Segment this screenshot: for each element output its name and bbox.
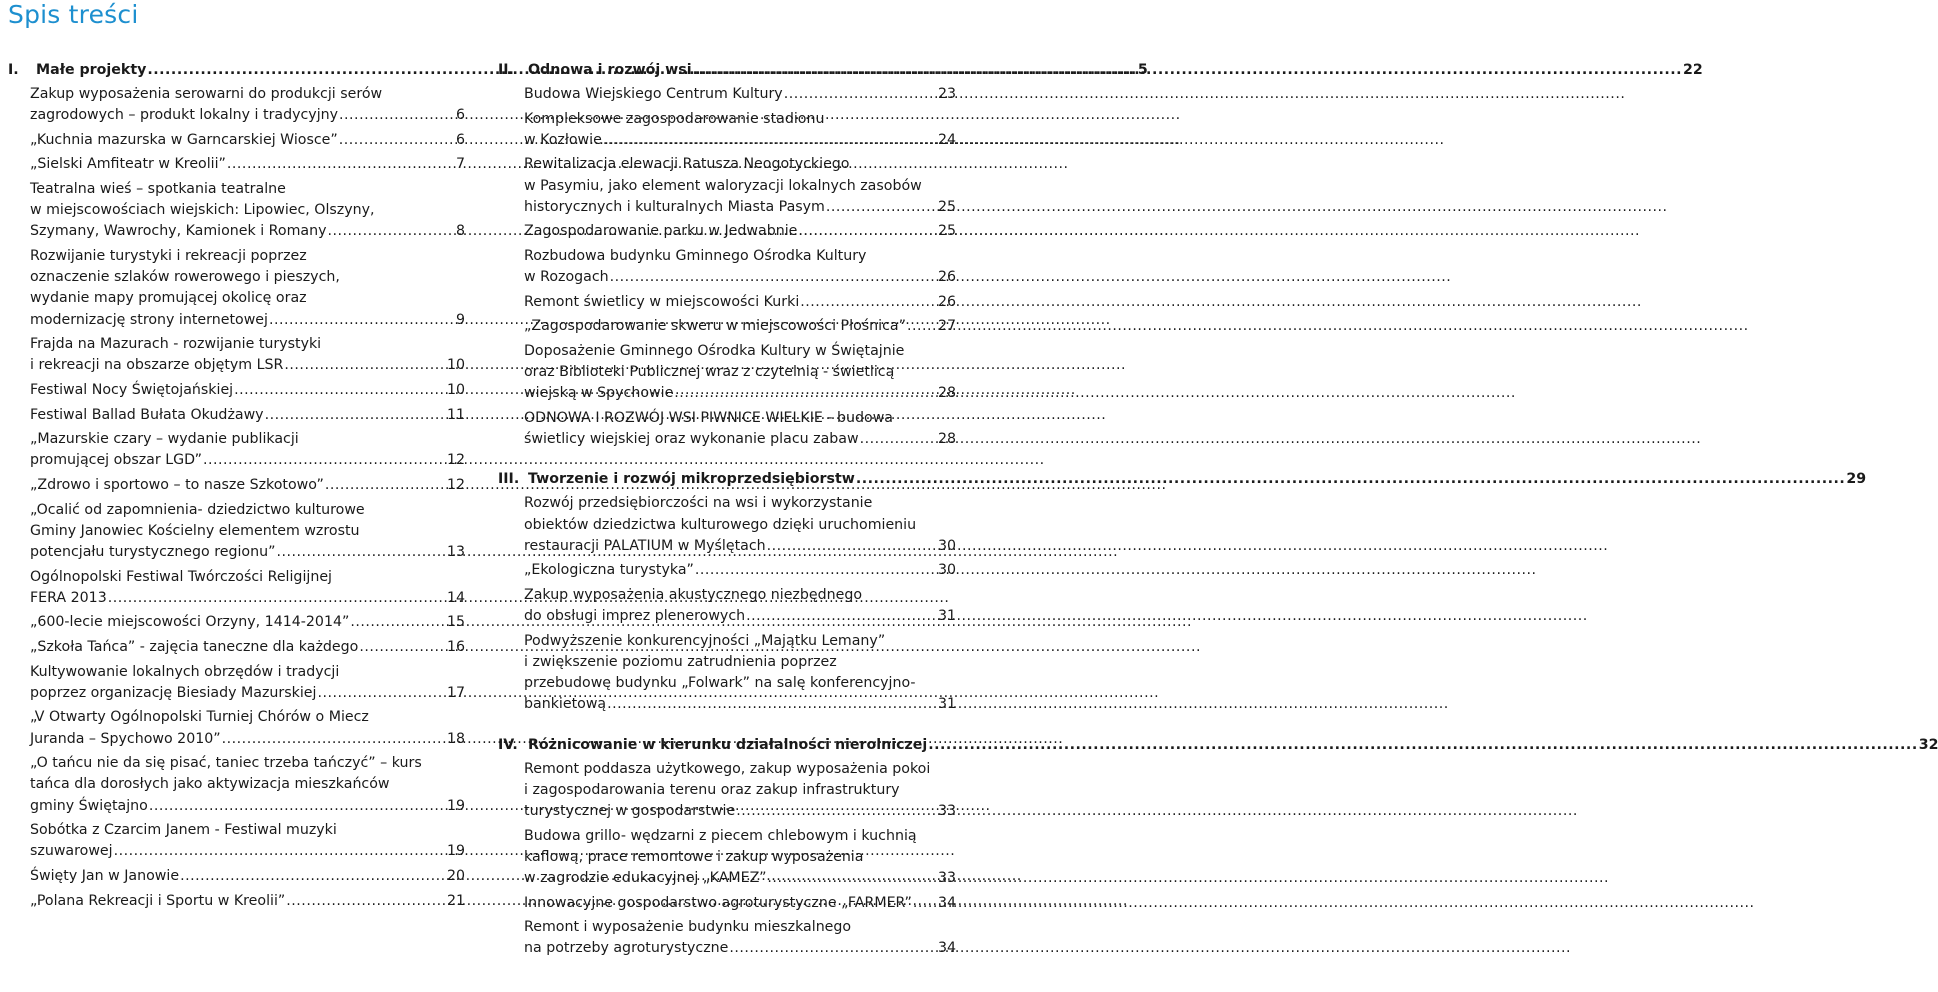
toc-entry[interactable] [0, 179, 465, 243]
dot-leader [276, 542, 445, 563]
entry-title-line: ODNOWA I ROZWÓJ WSI PIWNICE WIELKIE - budowa [524, 409, 893, 426]
entry-title-line: gminy Świętajno [30, 797, 148, 814]
page-number: 12 [446, 476, 465, 493]
entry-title-line: promującej obszar LGD” [30, 452, 202, 469]
page-number: 17 [446, 684, 465, 701]
entry-title-line: Festiwal Nocy Świętojańskiej [30, 381, 234, 398]
entry-last-line [30, 380, 465, 401]
entry-title-line: Zakup wyposażenia akustycznego niezbędnego [524, 586, 863, 603]
dot-leader [180, 866, 446, 887]
entry-title-line: „V Otwarty Ogólnopolski Turniej Chórów o Miecz [30, 709, 369, 726]
entry-title-line: bankietową [524, 696, 607, 713]
entry-title-line: wiejską w Spychowie [524, 385, 674, 402]
page-number: 25 [937, 223, 956, 240]
page-number: 13 [446, 543, 465, 560]
dot-leader [693, 60, 1682, 81]
page-number: 20 [446, 867, 465, 884]
toc-entry[interactable] [0, 475, 465, 496]
entry-last-line [30, 841, 465, 862]
entry-last-line [30, 588, 465, 609]
entry-title-line: w Kozłowie [524, 131, 602, 148]
dot-leader [359, 637, 446, 658]
toc-section [498, 469, 1867, 715]
entry-last-line [524, 316, 956, 337]
page-number: 33 [937, 869, 956, 886]
section-title-line [528, 735, 1938, 756]
toc-entry[interactable] [498, 109, 956, 151]
entry-title-line: „Ocalić od zapomnienia- dziedzictwo kulturowe [30, 501, 365, 518]
page-number: 28 [937, 431, 956, 448]
page-number: 14 [446, 589, 465, 606]
entry-last-line [30, 637, 465, 658]
toc-entry[interactable] [498, 408, 956, 450]
entry-last-line [524, 221, 956, 242]
toc-entry[interactable] [498, 246, 956, 288]
toc-section [498, 735, 1938, 960]
dot-leader [767, 536, 937, 557]
toc-entry[interactable] [0, 429, 465, 471]
toc-entry[interactable] [0, 820, 465, 862]
page-number: 25 [937, 198, 956, 215]
entry-title-line: Sobótka z Czarcim Janem - Festiwal muzyki [30, 822, 337, 839]
page-number: 33 [937, 802, 956, 819]
entry-title-line: Budowa grillo- wędzarni z piecem chlebowym i kuchnią [524, 827, 917, 844]
toc-entry[interactable] [498, 341, 956, 405]
page-number: 6 [455, 107, 465, 124]
toc-entry[interactable] [0, 707, 465, 749]
page-number: 24 [937, 131, 956, 148]
entry-last-line [524, 383, 956, 404]
dot-leader [149, 796, 446, 817]
entry-title-line: „600-lecie miejscowości Orzyny, 1414-2014” [30, 614, 350, 631]
entry-title-line: i zwiększenie poziomu zatrudnienia poprzez [524, 653, 837, 670]
toc-entry[interactable] [0, 334, 465, 376]
dot-leader [222, 729, 446, 750]
toc-entry[interactable] [498, 221, 956, 242]
entry-title-line: „Kuchnia mazurska w Garncarskiej Wiosce” [30, 131, 338, 148]
entry-last-line [30, 310, 465, 331]
entry-last-line [30, 221, 465, 242]
page-number: 18 [446, 730, 465, 747]
entry-title-line: Remont i wyposażenie budynku mieszkalnego [524, 919, 852, 936]
page-number: 11 [446, 406, 465, 423]
section-title-line [528, 60, 1703, 81]
section-title: Tworzenie i rozwój mikroprzedsiębiorstw [528, 471, 855, 488]
entry-title-line: Szymany, Wawrochy, Kamionek i Romany [30, 223, 327, 240]
entry-title-line: Ogólnopolski Festiwal Twórczości Religijnej [30, 568, 332, 585]
toc-entry[interactable] [0, 130, 465, 151]
entry-title-line: Podwyższenie konkurencyjności „Majątku Lemany” [524, 632, 886, 649]
entry-last-line [30, 450, 465, 471]
entry-title-line: obiektów dziedzictwa kulturowego dzięki uruchomieniu [524, 516, 917, 533]
entry-title-line: Remont świetlicy w miejscowości Kurki [524, 293, 800, 310]
entry-last-line [524, 130, 956, 151]
dot-leader [695, 560, 937, 581]
entry-title-line: Rozwijanie turystyki i rekreacji poprzez [30, 247, 307, 264]
page-number: 16 [446, 638, 465, 655]
toc-section-heading[interactable] [498, 469, 1867, 490]
entry-last-line [524, 694, 956, 715]
entry-title-line: do obsługi imprez plenerowych [524, 608, 746, 625]
dot-leader [800, 292, 937, 313]
toc-entry[interactable] [0, 637, 465, 658]
entry-title-line: „Zdrowo i sportowo – to nasze Szkotowo” [30, 476, 324, 493]
dot-leader [108, 588, 446, 609]
section-title: Różnicowanie w kierunku działalności nierolniczej [528, 736, 928, 753]
entry-title-line: Innowacyjne gospodarstwo agroturystyczne „FARMER” [524, 894, 912, 911]
dot-leader [234, 380, 446, 401]
entry-title-line: „Szkoła Tańca” - zajęcia taneczne dla każdego [30, 638, 359, 655]
toc-section-heading[interactable] [498, 60, 1703, 81]
toc-entry[interactable] [0, 246, 465, 331]
entry-title-line: restauracji PALATIUM w Myślętach [524, 537, 766, 554]
entry-last-line [30, 405, 465, 426]
dot-leader [856, 469, 1845, 490]
page-number: 19 [446, 797, 465, 814]
dot-leader [203, 450, 446, 471]
entry-last-line [524, 560, 956, 581]
entry-last-line [524, 868, 956, 889]
toc-entry[interactable] [0, 567, 465, 609]
dot-leader [860, 429, 937, 450]
page-number: 15 [446, 614, 465, 631]
page-number: 34 [937, 940, 956, 957]
section-number: III. [498, 471, 520, 488]
entry-title-line: potencjału turystycznego regionu” [30, 543, 276, 560]
dot-leader [607, 694, 937, 715]
toc-entry[interactable] [0, 612, 465, 633]
page-number: 21 [446, 892, 465, 909]
entry-title-line: „Zagospodarowanie skweru w miejscowości Płośnica” [524, 318, 906, 335]
dot-leader [603, 130, 937, 151]
dot-leader [746, 606, 937, 627]
toc-entry[interactable] [498, 759, 956, 823]
toc-entry[interactable] [498, 493, 956, 557]
entry-last-line [30, 105, 465, 126]
entry-title-line: Zakup wyposażenia serowarni do produkcji serów [30, 86, 383, 102]
dot-leader [798, 221, 937, 242]
page-number: 34 [937, 894, 956, 911]
entry-title-line: Rozbudowa budynku Gminnego Ośrodka Kultury [524, 247, 867, 264]
entry-last-line [524, 801, 956, 822]
entry-last-line [30, 891, 465, 912]
entry-last-line [524, 938, 956, 959]
entry-title-line: w Rozogach [524, 269, 609, 286]
entry-title-line: Święty Jan w Janowie [30, 867, 180, 884]
page-number: 31 [937, 696, 956, 713]
entry-title-line: Juranda – Spychowo 2010” [30, 730, 221, 747]
page-number: 8 [455, 223, 465, 240]
entry-last-line [524, 606, 956, 627]
page-number: 10 [446, 357, 465, 374]
entry-last-line [524, 197, 956, 218]
page-number: 28 [937, 385, 956, 402]
entry-title-line: modernizację strony internetowej [30, 311, 268, 328]
entry-last-line [30, 130, 465, 151]
page-number: 12 [446, 452, 465, 469]
entry-title-line: Kompleksowe zagospodarowanie stadionu [524, 110, 825, 127]
entry-title-line: i zagospodarowania terenu oraz zakup infrastruktury [524, 781, 900, 798]
toc-entry[interactable] [0, 500, 465, 564]
section-number: II. [498, 62, 514, 78]
entry-last-line [524, 267, 956, 288]
entry-last-line [30, 866, 465, 887]
entry-last-line [524, 893, 956, 914]
entry-title-line: Budowa Wiejskiego Centrum Kultury [524, 86, 783, 102]
entry-last-line [524, 84, 956, 105]
entry-title-line: „Polana Rekreacji i Sportu w Kreolii” [30, 892, 286, 909]
entry-last-line [524, 536, 956, 557]
page-number: 30 [937, 537, 956, 554]
page-number: 5 [1137, 62, 1148, 78]
entry-title-line: w zagrodzie edukacyjnej „KAMEZ” [524, 869, 767, 886]
entry-last-line [30, 154, 465, 175]
dot-leader [913, 893, 937, 914]
entry-title-line: Teatralna wieś – spotkania teatralne [30, 180, 286, 197]
dot-leader [328, 221, 455, 242]
dot-leader [729, 938, 937, 959]
page-number: 29 [1846, 471, 1867, 488]
section-title: Małe projekty [36, 62, 147, 78]
toc-section-heading[interactable] [498, 735, 1938, 756]
entry-title-line: oznaczenie szlaków rowerowego i pieszych, [30, 269, 340, 286]
entry-last-line [30, 542, 465, 563]
dot-leader [286, 891, 446, 912]
dot-leader [265, 405, 446, 426]
entry-last-line [30, 475, 465, 496]
entry-title-line: w miejscowościach wiejskich: Lipowiec, Olszyny, [30, 202, 375, 219]
page-number: 9 [455, 311, 465, 328]
entry-last-line [30, 683, 465, 704]
entry-last-line [524, 292, 956, 313]
dot-leader [610, 267, 937, 288]
toc-entry[interactable] [498, 560, 956, 581]
page-number: 22 [1683, 62, 1703, 78]
entry-title-line: świetlicy wiejskiej oraz wykonanie placu zabaw [524, 431, 859, 448]
toc-entry[interactable] [498, 316, 956, 337]
entry-title-line: tańca dla dorosłych jako aktywizacja mieszkańców [30, 776, 390, 793]
entry-title-line: oraz Biblioteki Publicznej wraz z czytelnią - świetlicą [524, 364, 895, 381]
dot-leader [317, 683, 445, 704]
entry-title-line: Remont poddasza użytkowego, zakup wyposażenia pokoi [524, 760, 931, 777]
toc-entry[interactable] [498, 292, 956, 313]
toc-entry[interactable] [498, 84, 956, 105]
entry-last-line [30, 796, 465, 817]
entry-title-line: Doposażenie Gminnego Ośrodka Kultury w Świętajnie [524, 342, 905, 359]
entry-last-line [30, 355, 465, 376]
entry-title-line: turystycznej w gospodarstwie [524, 802, 736, 819]
page-number: 31 [937, 608, 956, 625]
entry-title-line: FERA 2013 [30, 589, 107, 606]
entry-title-line: wydanie mapy promującej okolicę oraz [30, 290, 307, 307]
dot-leader [227, 154, 455, 175]
entry-title-line: i rekreacji na obszarze objętym LSR [30, 357, 284, 374]
toc-entry[interactable] [0, 662, 465, 704]
entry-title-line: na potrzeby agroturystyczne [524, 940, 729, 957]
toc-entry[interactable] [0, 380, 465, 401]
page-number: 10 [446, 381, 465, 398]
section-number: IV. [498, 736, 518, 753]
page-number: 7 [455, 156, 465, 173]
toc-entry[interactable] [498, 154, 956, 218]
entry-last-line [30, 612, 465, 633]
entry-title-line: szuwarowej [30, 843, 113, 860]
dot-leader [736, 801, 937, 822]
dot-leader [269, 310, 455, 331]
dot-leader [114, 841, 446, 862]
page-title: Spis treści [8, 0, 139, 29]
entry-title-line: Zagospodarowanie parku w Jedwabnie [524, 223, 798, 240]
page-number: 32 [1918, 736, 1938, 753]
page-number: 26 [937, 269, 956, 286]
toc-entry[interactable] [498, 585, 956, 627]
dot-leader [826, 197, 937, 218]
page-number: 27 [937, 318, 956, 335]
toc-entry[interactable] [0, 154, 465, 175]
entry-title-line: zagrodowych – produkt lokalny i tradycyjny [30, 107, 339, 124]
section-title-line [528, 469, 1866, 490]
dot-leader [350, 612, 446, 633]
entry-title-line: Festiwal Ballad Bułata Okudżawy [30, 406, 264, 423]
entry-title-line: „O tańcu nie da się pisać, taniec trzeba tańczyć” – kurs [30, 755, 422, 772]
entry-last-line [30, 729, 465, 750]
entry-title-line: „Mazurskie czary – wydanie publikacji [30, 431, 299, 448]
section-number: I. [8, 62, 19, 78]
dot-leader [907, 316, 937, 337]
entry-title-line: „Sielski Amfiteatr w Kreolii” [30, 156, 226, 173]
entry-title-line: przebudowę budynku „Folwark” na salę konferencyjno- [524, 675, 916, 692]
entry-title-line: Rewitalizacja elewacji Ratusza Neogotyckiego [524, 156, 850, 173]
dot-leader [767, 868, 937, 889]
dot-leader [339, 105, 455, 126]
entry-title-line: „Ekologiczna turystyka” [524, 562, 694, 579]
dot-leader [928, 735, 1917, 756]
entry-title-line: Kultywowanie lokalnych obrzędów i tradycji [30, 663, 340, 680]
toc-entry[interactable] [498, 893, 956, 914]
dot-leader [784, 84, 937, 105]
entry-title-line: historycznych i kulturalnych Miasta Pasym [524, 198, 825, 215]
toc-entry[interactable] [498, 917, 956, 959]
toc-entry[interactable] [498, 631, 956, 716]
toc-section [498, 60, 1703, 450]
entry-title-line: Gminy Janowiec Kościelny elementem wzrostu [30, 522, 360, 539]
entry-title-line: poprzez organizację Biesiady Mazurskiej [30, 684, 317, 701]
page-number: 30 [937, 562, 956, 579]
section-title: Odnowa i rozwój wsi [528, 62, 692, 78]
entry-title-line: Rozwój przedsiębiorczości na wsi i wykorzystanie [524, 495, 873, 512]
dot-leader [674, 383, 937, 404]
entry-title-line: kaflową, prace remontowe i zakup wyposażenia [524, 848, 864, 865]
entry-last-line [524, 429, 956, 450]
toc-entry[interactable] [0, 753, 465, 817]
toc-entry[interactable] [0, 84, 465, 126]
toc-entry[interactable] [0, 405, 465, 426]
dot-leader [284, 355, 446, 376]
page-number: 23 [937, 86, 956, 102]
toc-entry[interactable] [0, 866, 465, 887]
toc-entry[interactable] [0, 891, 465, 912]
dot-leader [325, 475, 446, 496]
entry-title-line: Frajda na Mazurach - rozwijanie turystyki [30, 336, 322, 353]
page-number: 6 [455, 131, 465, 148]
page-number: 26 [937, 293, 956, 310]
dot-leader [339, 130, 455, 151]
toc-column-right [498, 60, 1938, 963]
toc-entry[interactable] [498, 826, 956, 890]
page-number: 19 [446, 843, 465, 860]
entry-title-line: w Pasymiu, jako element waloryzacji lokalnych zasobów [524, 177, 922, 194]
